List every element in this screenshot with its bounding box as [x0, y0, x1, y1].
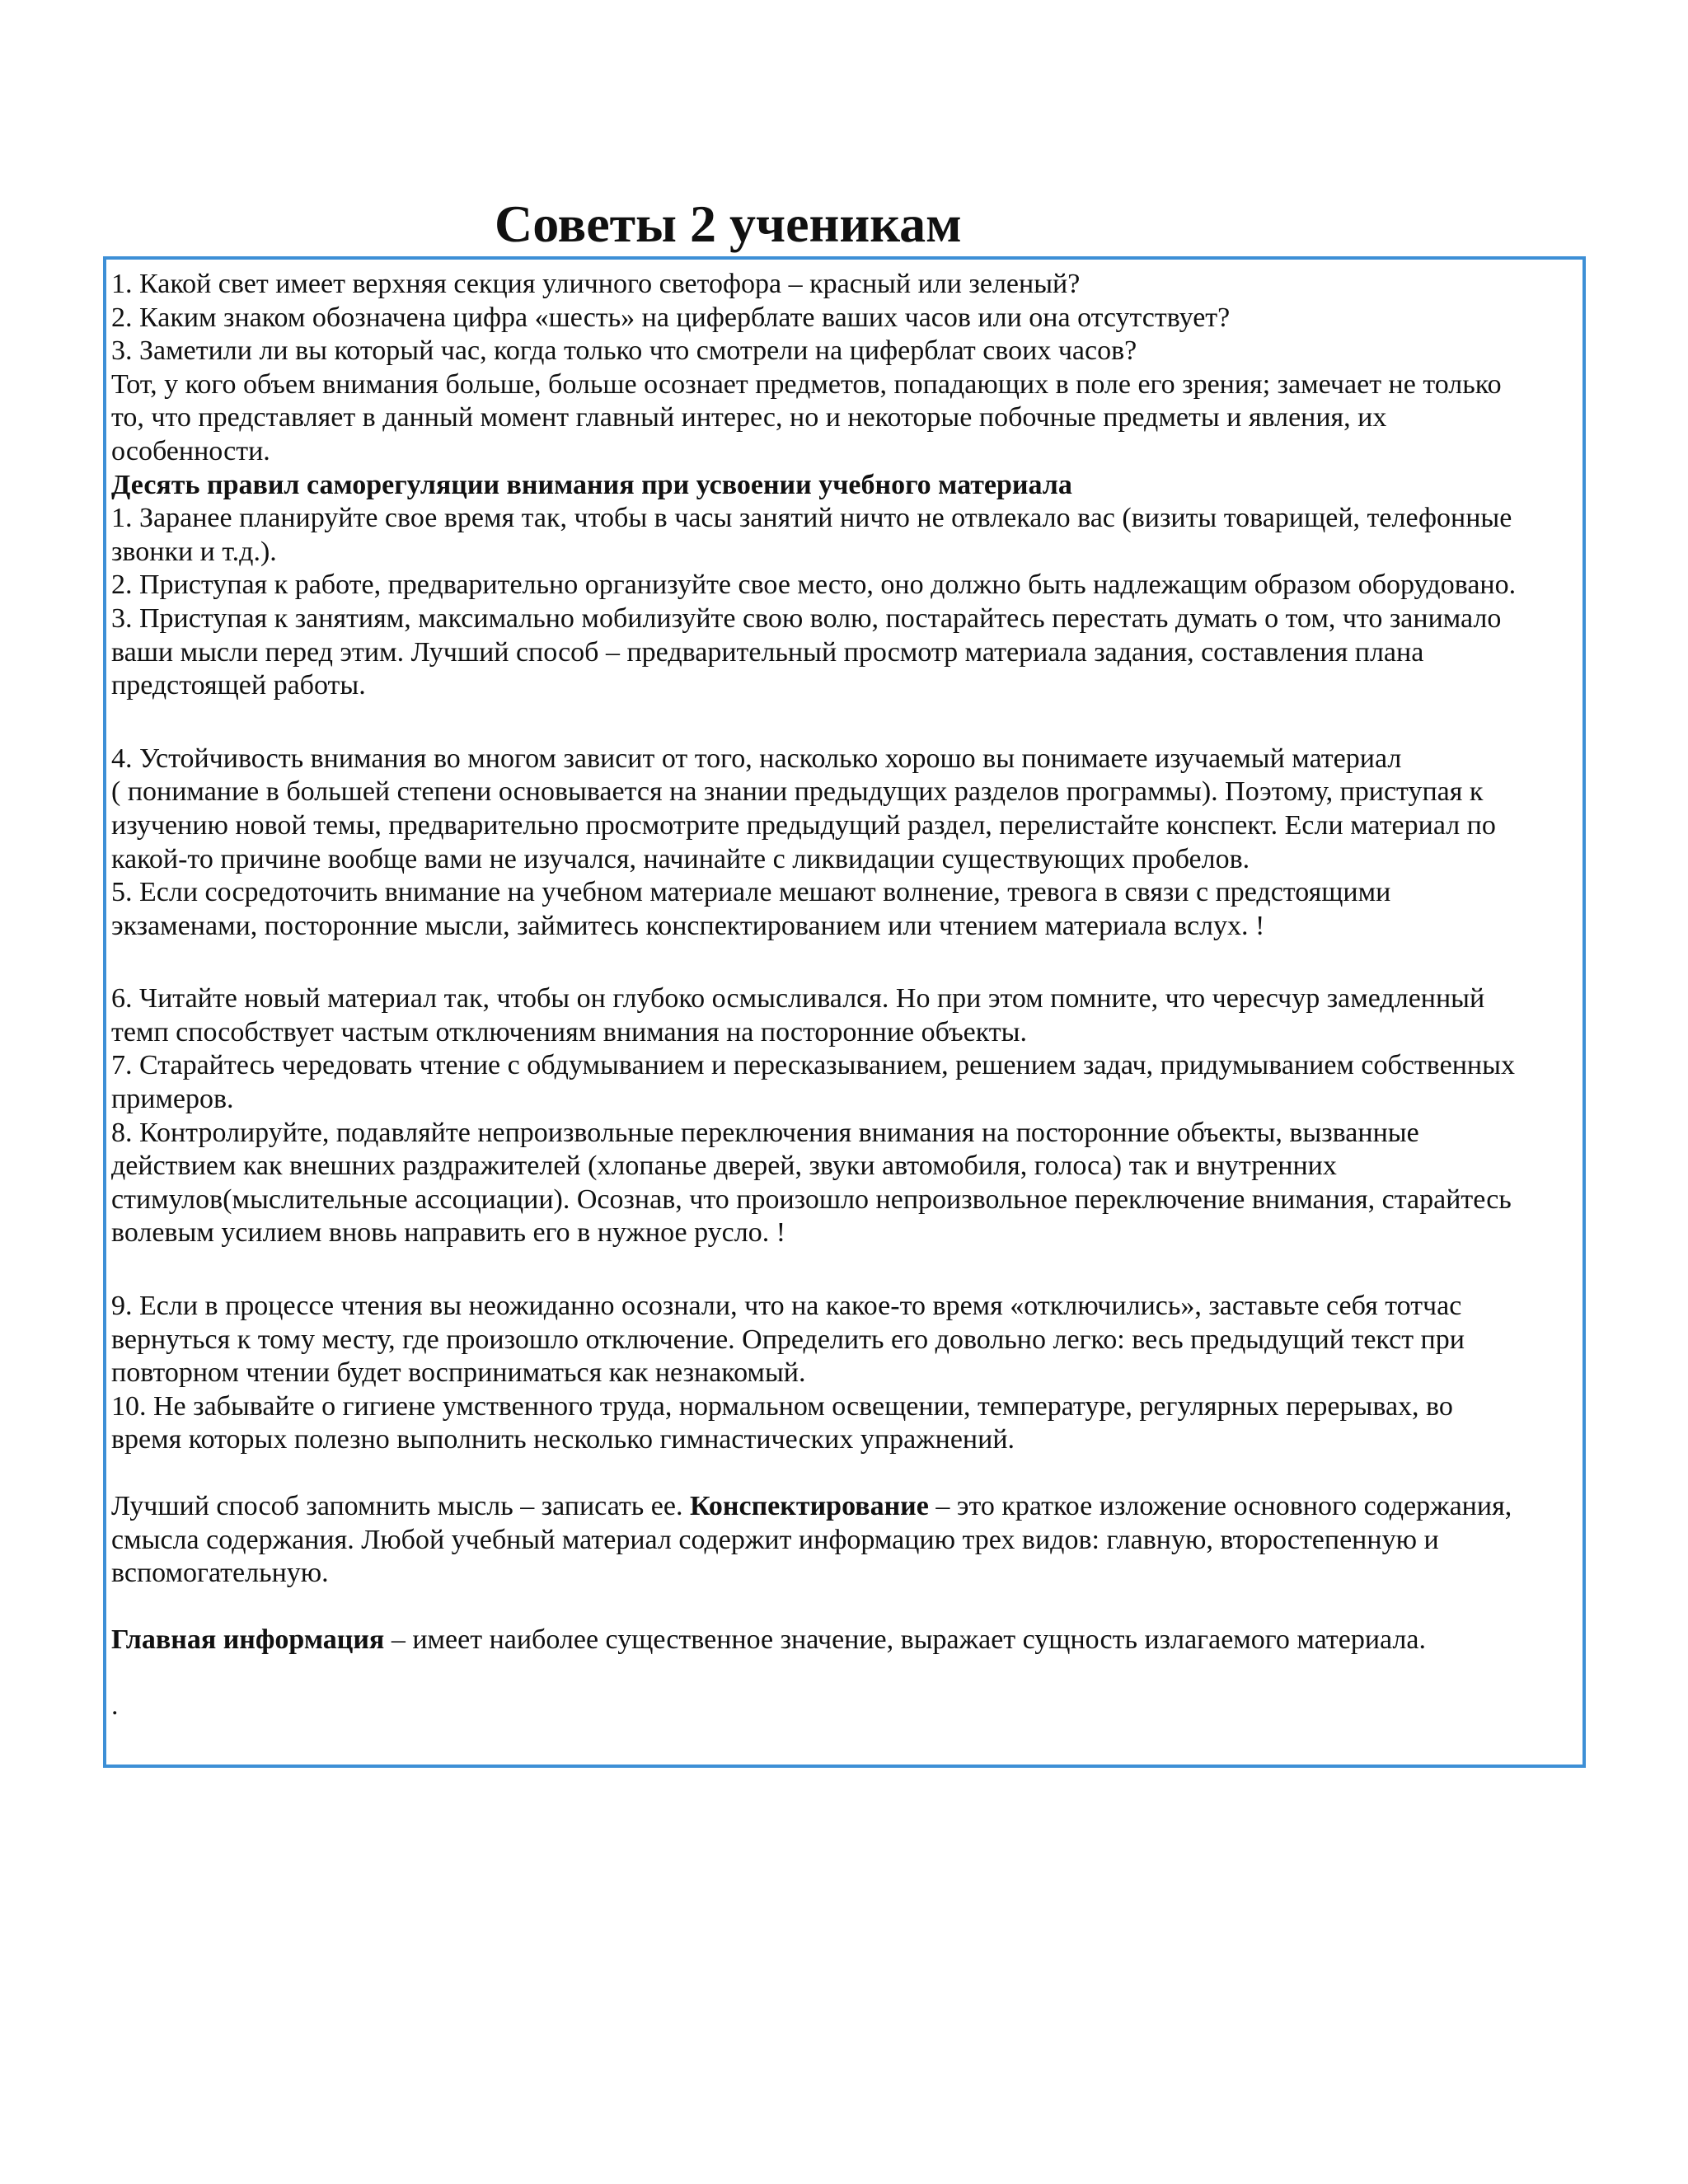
rule-9-line: повторном чтении будет восприниматься как незнакомый. — [111, 1357, 806, 1389]
rule-6-line: 6. Читайте новый материал так, чтобы он глубоко осмысливался. Но при этом помните, что чересчур замедленный — [111, 983, 1485, 1015]
text-box — [103, 256, 1586, 1768]
rule-8-line: волевым усилием вновь направить его в нужное русло. ! — [111, 1217, 786, 1249]
rule-4-line: ( понимание в большей степени основывается на знании предыдущих разделов программы). Поэтому, приступая к — [111, 776, 1484, 808]
rules-heading-text: Десять правил саморегуляции внимания при усвоении учебного материала — [111, 469, 1072, 500]
rule-9-line: 9. Если в процессе чтения вы неожиданно осознали, что на какое-то время «отключились», заставьте себя тотчас — [111, 1291, 1462, 1322]
term-konspektirovanie: Конспектирование — [689, 1491, 929, 1521]
spacer — [111, 1457, 1582, 1490]
rule-4-line: изучению новой темы, предварительно просмотрите предыдущий раздел, перелистайте конспект. Если материал по — [111, 809, 1496, 841]
rule-2-line: 2. Приступая к работе, предварительно организуйте свое место, оно должно быть надлежащим образом оборудовано. — [111, 569, 1517, 601]
paragraph-line: то, что представляет в данный момент главный интерес, но и некоторые побочные предметы и явления, их — [111, 402, 1387, 434]
paragraph-line: Тот, у кого объем внимания больше, больше осознает предметов, попадающих в поле его зрения; замечает не только — [111, 368, 1502, 400]
rule-5-line: экзаменами, посторонние мысли, займитесь конспектированием или чтением материала вслух. ! — [111, 910, 1265, 941]
rule-4-line: 4. Устойчивость внимания во многом зависит от того, насколько хорошо вы понимаете изучаемый материал — [111, 743, 1402, 774]
spacer — [111, 1657, 1582, 1690]
rule-3-line: ваши мысли перед этим. Лучший способ – предварительный просмотр материала задания, составления плана — [111, 636, 1424, 668]
question-2: 2. Каким знаком обозначена цифра «шесть» на циферблате ваших часов или она отсутствует? — [111, 302, 1231, 333]
spacer — [111, 703, 1582, 743]
rule-3-line: предстоящей работы. — [111, 670, 366, 701]
rule-8-line: стимулов(мыслительные ассоциации). Осознав, что произошло непроизвольное переключение внимания, старайтесь — [111, 1183, 1512, 1215]
summary-text: – это краткое изложение основного содержания, — [928, 1491, 1512, 1521]
summary-line: смысла содержания. Любой учебный материал содержит информацию трех видов: главную, второстепенную и — [111, 1524, 1439, 1555]
paragraph-line: особенности. — [111, 435, 270, 466]
summary-line — [111, 1490, 1582, 1524]
rule-10-line: время которых полезно выполнить несколько гимнастических упражнений. — [111, 1424, 1015, 1455]
question-3: 3. Заметили ли вы который час, когда только что смотрели на циферблат своих часов? — [111, 335, 1137, 367]
main-info-text: – имеет наиболее существенное значение, выражает сущность излагаемого материала. — [384, 1624, 1426, 1655]
rule-7-line: 7. Старайтесь чередовать чтение с обдумыванием и пересказыванием, решением задач, придумыванием собственных — [111, 1050, 1515, 1081]
page-title: Советы 2 ученикам — [495, 194, 962, 253]
rule-1-line: 1. Заранее планируйте свое время так, чтобы в часы занятий ничто не отвлекало вас (визиты товарищей, телефонные — [111, 503, 1512, 534]
question-1: 1. Какой свет имеет верхняя секция уличного светофора – красный или зеленый? — [111, 269, 1081, 299]
rule-3-line: 3. Приступая к занятиям, максимально мобилизуйте свою волю, постарайтесь перестать думать о том, что занимало — [111, 602, 1502, 634]
rule-9-line: вернуться к тому месту, где произошло отключение. Определить его довольно легко: весь предыдущий текст при — [111, 1324, 1465, 1355]
rule-1-line: звонки и т.д.). — [111, 536, 277, 567]
spacer — [111, 1250, 1582, 1290]
trailing-dot: . — [111, 1690, 119, 1722]
rule-8-line: действием как внешних раздражителей (хлопанье дверей, звуки автомобиля, голоса) так и внутренних — [111, 1151, 1337, 1182]
spacer — [111, 943, 1582, 982]
summary-text: Лучший способ запомнить мысль – записать ее. — [111, 1491, 690, 1521]
rule-6-line: темп способствует частым отключениям внимания на посторонние объекты. — [111, 1016, 1028, 1047]
spacer — [111, 1591, 1582, 1624]
rule-5-line: 5. Если сосредоточить внимание на учебном материале мешают волнение, тревога в связи с предстоящими — [111, 877, 1391, 908]
rule-4-line: какой-то причине вообще вами не изучался, начинайте с ликвидации существующих пробелов. — [111, 843, 1250, 874]
rule-10-line: 10. Не забывайте о гигиене умственного труда, нормальном освещении, температуре, регулярных перерывах, во — [111, 1390, 1453, 1422]
rule-7-line: примеров. — [111, 1084, 234, 1115]
term-main-info: Главная информация — [111, 1624, 385, 1655]
rules-heading — [111, 469, 1582, 503]
main-info-line — [111, 1624, 1582, 1657]
summary-line: вспомогательную. — [111, 1558, 329, 1589]
rule-8-line: 8. Контролируйте, подавляйте непроизвольные переключения внимания на посторонние объекты, вызванные — [111, 1117, 1419, 1148]
